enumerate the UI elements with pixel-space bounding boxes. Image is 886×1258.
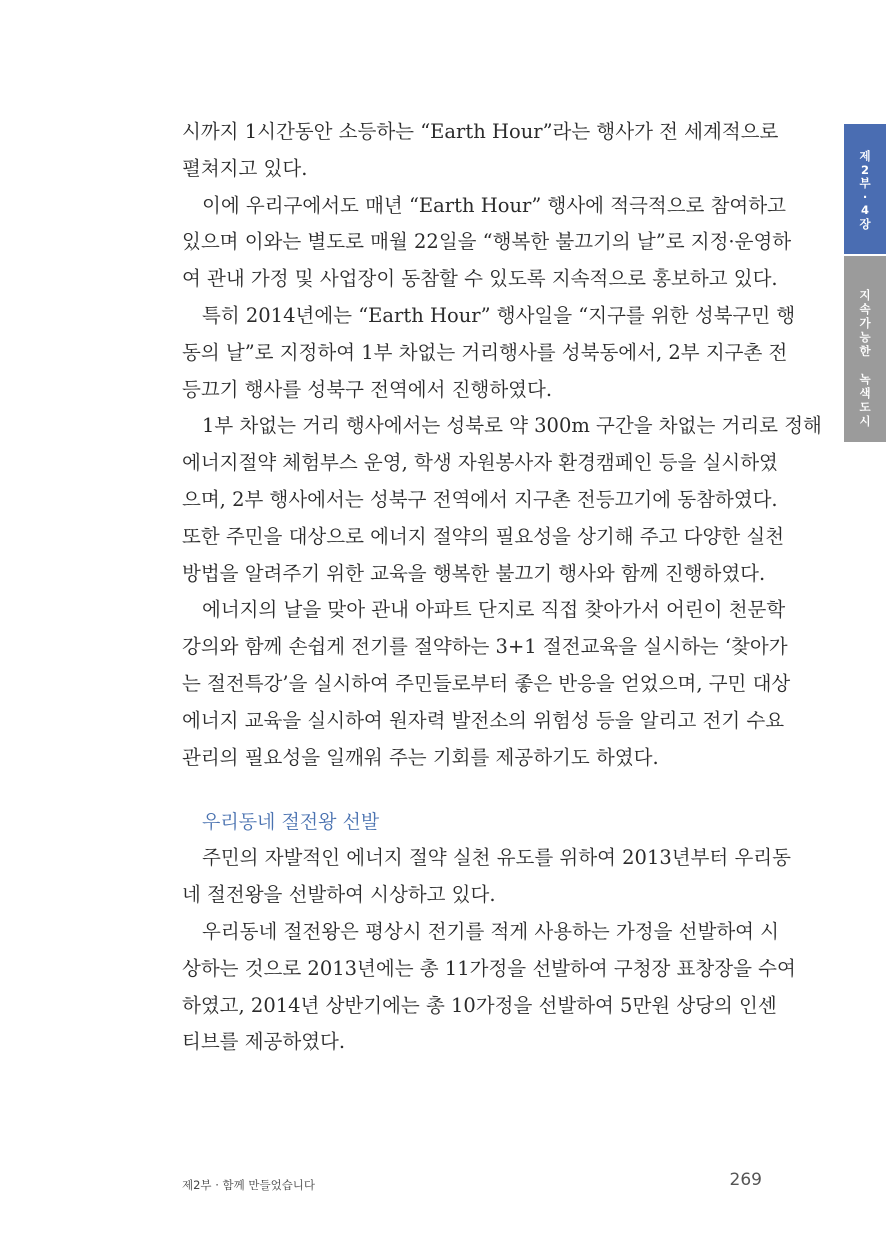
tab-character: 능 [859, 330, 871, 344]
text-line: 네 절전왕을 선발하여 시상하고 있다. [182, 883, 496, 907]
text-line: 또한 주민을 대상으로 에너지 절약의 필요성을 상기해 주고 다양한 실천 [182, 524, 785, 548]
tab-character: · [862, 189, 868, 204]
tab-character: 속 [859, 302, 871, 316]
text-line: 여 관내 가정 및 사업장이 동참할 수 있도록 지속적으로 홍보하고 있다. [182, 267, 778, 291]
text-line: 에너지절약 체험부스 운영, 학생 자원봉사자 환경캠페인 등을 실시하였 [182, 451, 778, 475]
tab-character: 4 [860, 203, 869, 217]
tab-character: 도 [859, 400, 871, 414]
text-line: 있으며 이와는 별도로 매월 22일을 “행복한 불끄기의 날”로 지정·운영하 [182, 230, 792, 254]
text-line: 시까지 1시간동안 소등하는 “Earth Hour”라는 행사가 전 세계적으로 [182, 120, 779, 143]
text-line: 등끄기 행사를 성북구 전역에서 진행하였다. [182, 377, 553, 401]
section-paragraphs [182, 840, 796, 1061]
text-line: 는 절전특강’을 실시하여 주민들로부터 좋은 반응을 얻었으며, 구민 대상 [182, 671, 791, 695]
text-line: 우리동네 절전왕은 평상시 전기를 적게 사용하는 가정을 선발하여 시 [202, 919, 780, 943]
tab-character: 2 [860, 162, 869, 177]
text-line: 에너지 교육을 실시하여 원자력 발전소의 위험성 등을 알리고 전기 수요 [182, 708, 785, 732]
tab-character: 한 [859, 344, 871, 358]
tab-character: 제 [859, 149, 871, 163]
tab-character: 지 [859, 288, 871, 302]
tab-character: 장 [859, 216, 871, 231]
text-line: 티브를 제공하였다. [182, 1030, 346, 1054]
tab-character: 가 [859, 316, 871, 330]
text-line: 1부 차없는 거리 행사에서는 성북로 약 300m 구간을 차없는 거리로 정해 [202, 414, 822, 438]
text-line: 관리의 필요성을 일깨워 주는 기회를 제공하기도 하였다. [182, 745, 659, 769]
chapter-tab [844, 124, 886, 254]
text-line: 방법을 알려주기 위한 교육을 행복한 불끄기 행사와 함께 진행하였다. [182, 561, 766, 585]
tab-character: 시 [859, 414, 871, 428]
tab-character: 부 [859, 176, 871, 190]
tab-character: 녹 [859, 372, 871, 386]
text-line: 펼쳐지고 있다. [182, 156, 308, 180]
section-heading: 우리동네 절전왕 선발 [202, 811, 380, 834]
text-line: 주민의 자발적인 에너지 절약 실천 유도를 위하여 2013년부터 우리동 [202, 846, 791, 870]
page-body [182, 114, 822, 1061]
text-line: 강의와 함께 손쉽게 전기를 절약하는 3+1 절전교육을 실시하는 ‘찾아가 [182, 635, 788, 659]
page-number: 269 [729, 1170, 762, 1190]
text-line: 하였고, 2014년 상반기에는 총 10가정을 선발하여 5만원 상당의 인센 [182, 993, 777, 1017]
main-paragraphs [182, 114, 822, 776]
footer-part-title: 제2부 · 함께 만들었습니다 [182, 1178, 316, 1192]
text-line: 특히 2014년에는 “Earth Hour” 행사일을 “지구를 위한 성북구민 행 [202, 303, 796, 327]
text-line: 이에 우리구에서도 매년 “Earth Hour” 행사에 적극적으로 참여하고 [202, 193, 786, 217]
text-line: 에너지의 날을 맞아 관내 아파트 단지로 직접 찾아가서 어린이 천문학 [202, 598, 786, 622]
text-line: 동의 날”로 지정하여 1부 차없는 거리행사를 성북동에서, 2부 지구촌 전 [182, 340, 788, 364]
topic-tab [844, 256, 886, 442]
tab-character: 색 [859, 386, 871, 400]
text-line: 상하는 것으로 2013년에는 총 11가정을 선발하여 구청장 표창장을 수여 [182, 956, 796, 980]
text-line: 으며, 2부 행사에서는 성북구 전역에서 지구촌 전등끄기에 동참하였다. [182, 487, 778, 511]
